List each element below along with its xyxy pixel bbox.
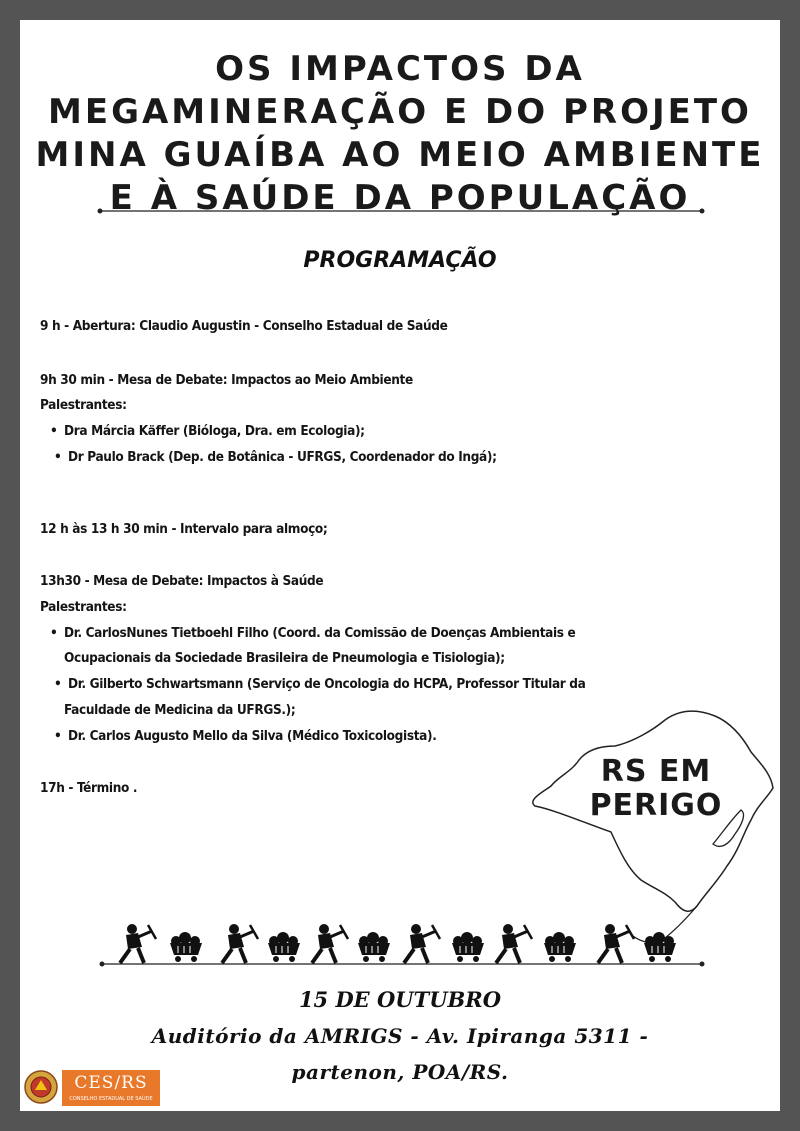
list-item-continuation [64,648,505,668]
speaker-name: Dra Márcia Käffer (Bióloga, Dra. em Ecologia); [64,423,365,439]
logo-subtitle: CONSELHO ESTADUAL DE SAÚDE [69,1096,153,1102]
poster [20,20,780,1111]
ces-rs-logo [62,1070,160,1106]
bullet-dot: • [54,676,62,692]
bullet-dot: • [50,625,58,641]
list-item [54,674,586,694]
title-line: E À SAÚDE DA POPULAÇÃO [109,178,691,218]
map-label-line: RS EM [600,754,712,789]
miners-illustration [96,915,706,975]
map-label-line: PERIGO [589,788,723,823]
bullet-dot: • [54,449,62,465]
debate2-heading: 13h30 - Mesa de Debate: Impactos à Saúde [40,573,324,589]
title-line: MEGAMINERAÇÃO E DO PROJETO [48,92,752,132]
speaker-name: Dr. Gilberto Schwartsmann (Serviço de Oncologia do HCPA, Professor Titular da [68,676,586,692]
event-venue: Auditório da AMRIGS - Av. Ipiranga 5311 - [151,1024,649,1048]
lunch-item: 12 h às 13 h 30 min - Intervalo para almoço; [40,521,328,537]
speaker-name: Faculdade de Medicina da UFRGS.); [64,702,296,718]
event-city: partenon, POA/RS. [291,1060,509,1084]
title-line: OS IMPACTOS DA [215,49,585,89]
debate1-speakers-label: Palestrantes: [40,397,127,413]
bullet-dot: • [54,728,62,744]
title-divider [96,205,706,217]
list-item [54,447,497,467]
rs-em-perigo-label [568,755,744,823]
list-item [50,623,576,643]
program-heading: PROGRAMAÇÃO [303,248,497,273]
speaker-name: Dr. CarlosNunes Tietboehl Filho (Coord. da Comissão de Doenças Ambientais e [64,625,576,641]
opening-item: 9 h - Abertura: Claudio Augustin - Conselho Estadual de Saúde [40,318,448,334]
speaker-name: Dr Paulo Brack (Dep. de Botânica - UFRGS, Coordenador do Ingá); [68,449,497,465]
debate1-heading: 9h 30 min - Mesa de Debate: Impactos ao Meio Ambiente [40,372,413,388]
closing-item: 17h - Término . [40,780,138,796]
logo-name: CES/RS [74,1073,148,1093]
bullet-dot: • [50,423,58,439]
poster-title [20,48,780,220]
list-item [54,726,437,746]
debate2-speakers-label: Palestrantes: [40,599,127,615]
list-item [50,421,365,441]
state-seal-icon [24,1070,58,1104]
title-line: MINA GUAÍBA AO MEIO AMBIENTE [35,135,765,175]
event-date: 15 DE OUTUBRO [298,987,502,1012]
speaker-name: Dr. Carlos Augusto Mello da Silva (Médico Toxicologista). [68,728,437,744]
speaker-name: Ocupacionais da Sociedade Brasileira de Pneumologia e Tisiologia); [64,650,505,666]
list-item-continuation [64,700,295,720]
